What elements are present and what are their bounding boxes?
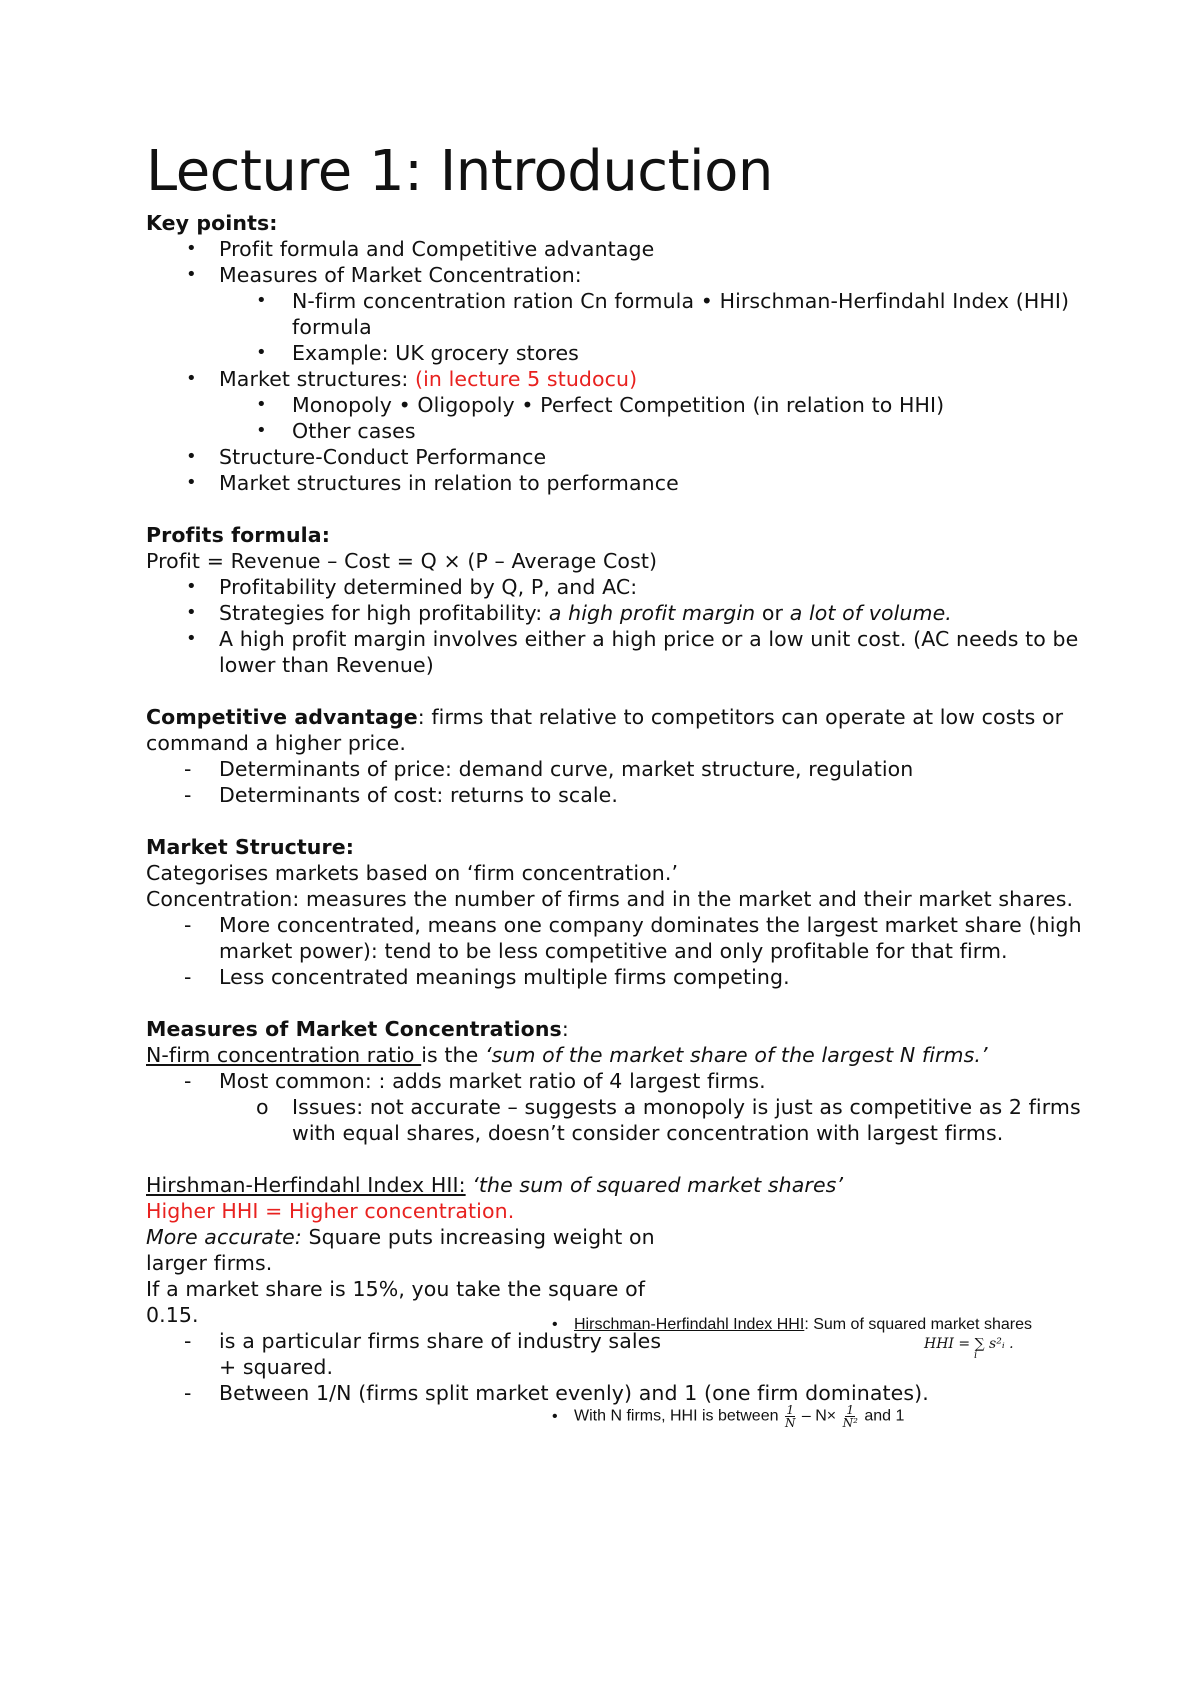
bullet: • [552, 1407, 558, 1425]
italic-text: a lot of volume. [789, 601, 952, 625]
ncr-term: N-firm concentration ratio [146, 1043, 422, 1067]
formula-text: HHI = ∑ s²ᵢ . [924, 1336, 1014, 1352]
competitive-advantage-para [146, 704, 1086, 756]
list-item: • A high profit margin involves either a high price or a low unit cost. (AC needs to be lower than Revenue) [146, 626, 1086, 678]
italic-text: a high profit margin [548, 601, 756, 625]
hhi-definition [146, 1172, 1086, 1198]
competitive-advantage-term: Competitive advantage [146, 705, 418, 729]
key-points-list [146, 236, 1086, 496]
document-page [146, 140, 1086, 1406]
bullet: • [552, 1316, 558, 1333]
measures-heading-line [146, 1016, 1086, 1042]
market-structure-list [146, 912, 1086, 990]
fraction-denominator: N [784, 1416, 796, 1430]
list-item: - Most common: : adds market ratio of 4 largest firms. [146, 1068, 1086, 1094]
ncr-quote: ‘sum of the market share of the largest N firms.’ [484, 1043, 988, 1067]
list-item [146, 600, 1086, 626]
list-item: • Market structures in relation to performance [146, 470, 1086, 496]
market-structure-heading: Market Structure: [146, 835, 354, 859]
list-item: • Measures of Market Concentration: [146, 262, 1086, 288]
figure-text: and 1 [864, 1407, 905, 1425]
list-item-text: Strategies for high profitability: [219, 601, 549, 625]
profits-list [146, 574, 1086, 678]
figure-text: – N× [801, 1407, 837, 1425]
fraction [785, 1404, 796, 1429]
list-item: - Less concentrated meanings multiple firms competing. [146, 964, 1086, 990]
figure-line-2 [552, 1404, 904, 1429]
colon: : [561, 1017, 569, 1041]
hhi-formula-figure [552, 1316, 1200, 1446]
profits-heading: Profits formula: [146, 523, 331, 547]
measures-list [146, 1068, 1086, 1146]
fraction-numerator: 1 [786, 1403, 794, 1417]
fraction-numerator: 1 [846, 1403, 855, 1417]
figure-line-1 [552, 1316, 1032, 1334]
red-note: (in lecture 5 studocu) [415, 367, 638, 391]
italic-text: More accurate: [146, 1225, 302, 1249]
hhi-formula [924, 1336, 1014, 1361]
list-item: - More concentrated, means one company dominates the largest market share (high market power): tend to be less competitive and only profitable for that firm. [146, 912, 1086, 964]
figure-text: : Sum of squared market shares [804, 1316, 1032, 1333]
fraction-denominator: N² [842, 1416, 858, 1430]
list-item [146, 366, 1086, 392]
text: Square puts increasing weight on larger firms. [146, 1225, 655, 1275]
list-item: - Determinants of cost: returns to scale. [146, 782, 1086, 808]
list-item: • Other cases [146, 418, 1086, 444]
figure-term: Hirschman-Herfindahl Index HHI [574, 1316, 805, 1333]
page-title: Lecture 1: Introduction [146, 139, 773, 204]
list-item-text: or [755, 601, 790, 625]
list-item: • Profitability determined by Q, P, and AC: [146, 574, 1086, 600]
profit-formula: Profit = Revenue – Cost = Q × (P – Average Cost) [146, 549, 658, 573]
paragraph: Categorises markets based on ‘firm concentration.’ [146, 861, 679, 885]
ncr-definition [146, 1042, 1086, 1068]
list-item: o Issues: not accurate – suggests a monopoly is just as competitive as 2 firms with equal shares, doesn’t consider concentration with largest firms. [146, 1094, 1086, 1146]
paragraph: Concentration: measures the number of firms and in the market and their market shares. [146, 887, 1074, 911]
figure-text: With N firms, HHI is between [574, 1407, 779, 1425]
list-item: • Example: UK grocery stores [146, 340, 1086, 366]
list-item-text: Market structures: [219, 367, 416, 391]
list-item: - is a particular firms share of industry sales + squared. [146, 1328, 666, 1380]
competitive-advantage-def: : firms that relative to competitors can operate at low costs or command a higher price. [146, 705, 1064, 755]
paragraph: If a market share is 15%, you take the square of 0.15. [146, 1277, 646, 1327]
hhi-quote: ‘the sum of squared market shares’ [465, 1173, 844, 1197]
list-item: • Profit formula and Competitive advantage [146, 236, 1086, 262]
list-item: • Structure-Conduct Performance [146, 444, 1086, 470]
competitive-list [146, 756, 1086, 808]
fraction [843, 1404, 858, 1429]
hhi-term: Hirshman-Herfindahl Index HII: [146, 1173, 466, 1197]
formula-subscript: i [974, 1350, 978, 1361]
list-item: - Between 1/N (firms split market evenly) and 1 (one firm dominates). [146, 1380, 1086, 1406]
list-item: • Monopoly • Oligopoly • Perfect Competition (in relation to HHI) [146, 392, 1086, 418]
paragraph [146, 1224, 666, 1276]
measures-heading: Measures of Market Concentrations [146, 1017, 562, 1041]
text: is the [421, 1043, 485, 1067]
hhi-red-note: Higher HHI = Higher concentration. [146, 1199, 515, 1223]
list-item: • N-firm concentration ration Cn formula • Hirschman-Herfindahl Index (HHI) formula [146, 288, 1086, 340]
list-item: - Determinants of price: demand curve, market structure, regulation [146, 756, 1086, 782]
key-points-heading: Key points: [146, 211, 278, 235]
